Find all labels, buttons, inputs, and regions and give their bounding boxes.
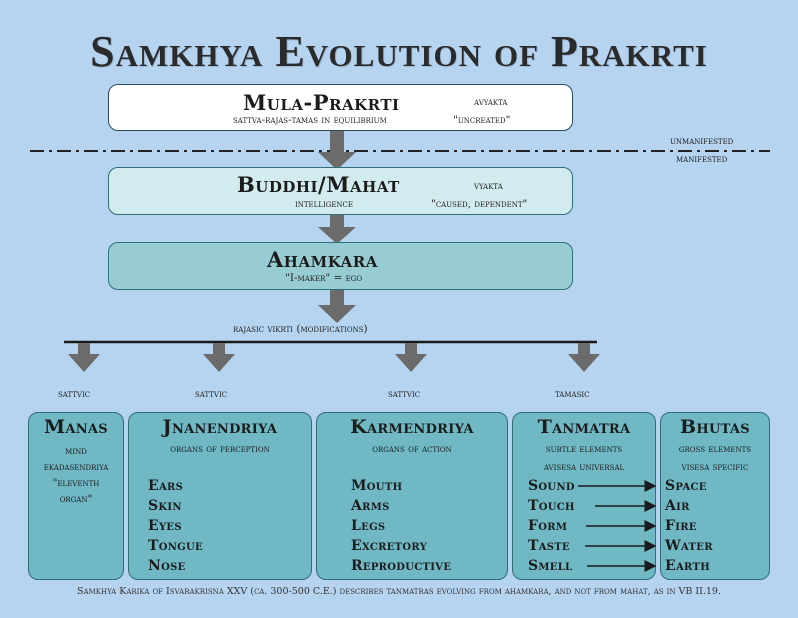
bhutas-title: Bhutas [680,416,750,438]
list-item: Earth [665,558,710,574]
list-item: Arms [351,498,390,514]
intelligence-label: intelligence [295,198,354,210]
manas-line-4: organ" [59,493,93,505]
list-item: Space [665,478,707,494]
visesa-specific-label: visesa specific [681,461,749,473]
uncreated-label: "uncreated" [453,114,511,126]
i-maker-label: "I-maker" = ego [285,272,363,284]
manas-line-2: ekadasendriya [43,461,109,473]
tanmatra-title: Tanmatra [537,416,631,438]
karmendriya-title: Karmendriya [350,416,474,438]
rajasic-vikrti-label: rajasic vikrti (modifications) [233,323,368,335]
manas-line-3: "eleventh [52,477,100,489]
manas-line-1: mind [65,445,87,457]
list-item: Mouth [351,478,403,494]
vyakta-label: vyakta [474,180,503,192]
mode-label-jnanendriya: sattvic [195,388,228,400]
caused-dependent-label: "caused, dependent" [431,198,528,210]
list-item: Fire [665,518,697,534]
list-item: Smell [528,558,573,574]
list-item: Ears [148,478,184,494]
list-item: Reproductive [351,558,452,574]
source-caption: Samkhya Karika of Isvarakrisna XXV (ca. 300-500 C.E.) describes tanmatras evolving from ahamkara, and not from mahat, as in VB II.19. [77,586,721,597]
list-item: Nose [148,558,186,574]
avisesa-universal-label: avisesa universal [543,461,625,473]
unmanifested-label: unmanifested [670,136,734,147]
mula-prakrti-title: Mula-Prakrti [243,90,400,115]
list-item: Legs [351,518,386,534]
organs-of-perception-label: organs of perception [170,443,270,455]
list-item: Tongue [148,538,203,554]
buddhi-mahat-title: Buddhi/Mahat [237,172,400,197]
manifested-label: manifested [676,154,728,165]
mode-label-manas: sattvic [58,388,91,400]
manas-title: Manas [44,416,108,438]
page-title: Samkhya Evolution of Prakrti [90,27,708,76]
list-item: Taste [528,538,570,554]
list-item: Sound [528,478,575,494]
ahamkara-title: Ahamkara [267,247,378,272]
list-item: Skin [148,498,182,514]
list-item: Water [665,538,713,554]
list-item: Eyes [148,518,182,534]
avyakta-label: avyakta [474,96,508,108]
subtle-elements-label: subtle elements [545,443,623,455]
organs-of-action-label: organs of action [372,443,452,455]
mode-label-tanmatra: tamasic [555,388,590,400]
list-item: Air [665,498,690,514]
gross-elements-label: gross elements [678,443,752,455]
mode-label-karmendriya: sattvic [388,388,421,400]
jnanendriya-title: Jnanendriya [162,416,278,438]
gunas-label: sattva-rajas-tamas in equilibrium [233,114,387,126]
list-item: Excretory [351,538,428,554]
list-item: Form [528,518,568,534]
list-item: Touch [528,498,575,514]
